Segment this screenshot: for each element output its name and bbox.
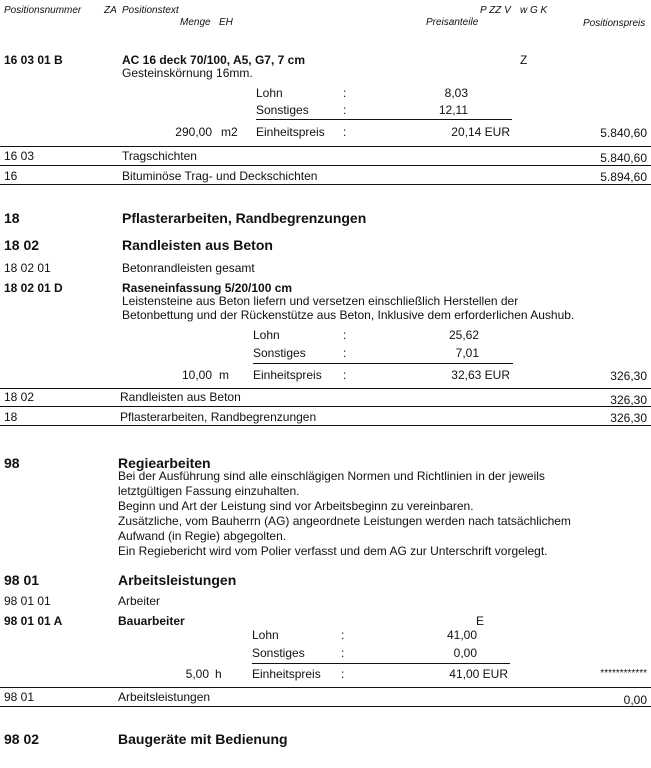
menge-value: 290,00 — [175, 125, 212, 139]
position-description: Betonbettung und der Rückenstütze aus Beton, Inklusive dem erforderlichen Aushub. — [122, 308, 575, 322]
sum-text: Arbeitsleistungen — [118, 690, 211, 704]
header-wgk: w G K — [520, 5, 548, 16]
group-number: 98 01 01 — [4, 594, 51, 608]
sum-value: 0,00 — [623, 693, 647, 707]
einheitspreis-value: 32,63 EUR — [451, 368, 510, 382]
group-title: Betonrandleisten gesamt — [122, 261, 255, 275]
menge-value: 5,00 — [185, 667, 209, 681]
sonstiges-label: Sonstiges — [256, 103, 309, 117]
position-number: 16 03 01 B — [4, 53, 63, 67]
position-description: Gesteinskörnung 16mm. — [122, 66, 253, 80]
einheitspreis-label: Einheitspreis — [252, 667, 321, 681]
group-number: 98 02 — [4, 731, 40, 747]
einheitspreis-label: Einheitspreis — [256, 125, 325, 139]
group-number: 98 — [4, 455, 20, 471]
header-positionspreis: Positionspreis — [583, 18, 646, 29]
group-title: Regiearbeiten — [118, 455, 211, 471]
sum-nr: 16 03 — [4, 149, 35, 163]
sonstiges-label: Sonstiges — [252, 646, 305, 660]
group-number: 98 01 — [4, 572, 40, 588]
header-positionsnummer: Positionsnummer — [4, 5, 82, 16]
sonstiges-value: 7,01 — [455, 346, 479, 360]
group-number: 18 02 01 — [4, 261, 51, 275]
sum-value: 5.840,60 — [600, 151, 647, 165]
colon: : — [343, 86, 347, 100]
einheit: h — [215, 667, 222, 681]
position-title: Bauarbeiter — [118, 614, 185, 628]
einheitspreis-value: 20,14 EUR — [451, 125, 510, 139]
group-title: Randleisten aus Beton — [122, 237, 273, 253]
sum-text: Tragschichten — [122, 149, 197, 163]
colon: : — [343, 346, 347, 360]
sonstiges-value: 12,11 — [438, 103, 468, 117]
group-number: 18 02 — [4, 237, 40, 253]
colon: : — [341, 646, 345, 660]
positionspreis-value: 5.840,60 — [600, 126, 647, 140]
sum-nr: 98 01 — [4, 690, 35, 704]
sum-text: Pflasterarbeiten, Randbegrenzungen — [120, 410, 317, 424]
sum-value: 326,30 — [610, 393, 647, 407]
sonstiges-label: Sonstiges — [253, 346, 306, 360]
position-title: Raseneinfassung 5/20/100 cm — [122, 281, 293, 295]
position-number: 18 02 01 D — [4, 281, 63, 295]
group-title: Baugeräte mit Bedienung — [118, 731, 288, 747]
header-pzzv: P ZZ V — [480, 5, 511, 16]
group-description: Bei der Ausführung sind alle einschlägigen Normen und Richtlinien in der jeweils letztgültigen Fassung einzuhalten. Beginn und Art der Leistung sind vor Arbeitsbeginn zu vereinbaren. Zusätzliche, vom Bauherrn (AG) angeordnete Leistungen werden nach tatsächlichem Aufwand (in Regie) abgegolten. Ein Regiebericht wird vom Polier verfasst und dem AG zur Unterschrift vorgelegt. — [118, 469, 571, 558]
header-positionstext: Positionstext — [122, 5, 179, 16]
positionspreis-value: 326,30 — [610, 369, 647, 383]
sum-value: 5.894,60 — [600, 170, 647, 184]
einheit: m — [219, 368, 229, 382]
menge-value: 10,00 — [181, 368, 212, 382]
sum-text: Randleisten aus Beton — [120, 390, 241, 404]
position-description: Leistensteine aus Beton liefern und versetzen einschließlich Herstellen der — [122, 294, 519, 308]
colon: : — [341, 667, 345, 681]
lohn-label: Lohn — [252, 628, 279, 642]
header-eh: EH — [219, 17, 233, 28]
lohn-value: 8,03 — [444, 86, 468, 100]
position-flag: E — [476, 614, 485, 628]
colon: : — [341, 628, 345, 642]
header-preisanteile: Preisanteile — [426, 17, 479, 28]
position-flag: Z — [520, 53, 528, 67]
sonstiges-value: 0,00 — [453, 646, 477, 660]
position-title: AC 16 deck 70/100, A5, G7, 7 cm — [122, 53, 305, 67]
sum-nr: 16 — [4, 169, 18, 183]
position-number: 98 01 01 A — [4, 614, 63, 628]
header-menge: Menge — [180, 17, 211, 28]
sum-value: 326,30 — [610, 411, 647, 425]
colon: : — [343, 368, 347, 382]
group-title: Arbeitsleistungen — [118, 572, 237, 588]
group-title: Pflasterarbeiten, Randbegrenzungen — [122, 210, 367, 226]
sum-nr: 18 — [4, 410, 18, 424]
lohn-value: 25,62 — [448, 328, 479, 342]
einheitspreis-value: 41,00 EUR — [449, 667, 508, 681]
sum-text: Bituminöse Trag- und Deckschichten — [122, 169, 318, 183]
sum-nr: 18 02 — [4, 390, 35, 404]
colon: : — [343, 125, 347, 139]
positionspreis-value: ************ — [600, 668, 647, 679]
colon: : — [343, 328, 347, 342]
lohn-value: 41,00 — [446, 628, 477, 642]
colon: : — [343, 103, 347, 117]
einheitspreis-label: Einheitspreis — [253, 368, 322, 382]
group-number: 18 — [4, 210, 20, 226]
lohn-label: Lohn — [256, 86, 283, 100]
einheit: m2 — [221, 125, 238, 139]
group-title: Arbeiter — [118, 594, 161, 608]
header-za: ZA — [104, 5, 117, 16]
lohn-label: Lohn — [253, 328, 280, 342]
